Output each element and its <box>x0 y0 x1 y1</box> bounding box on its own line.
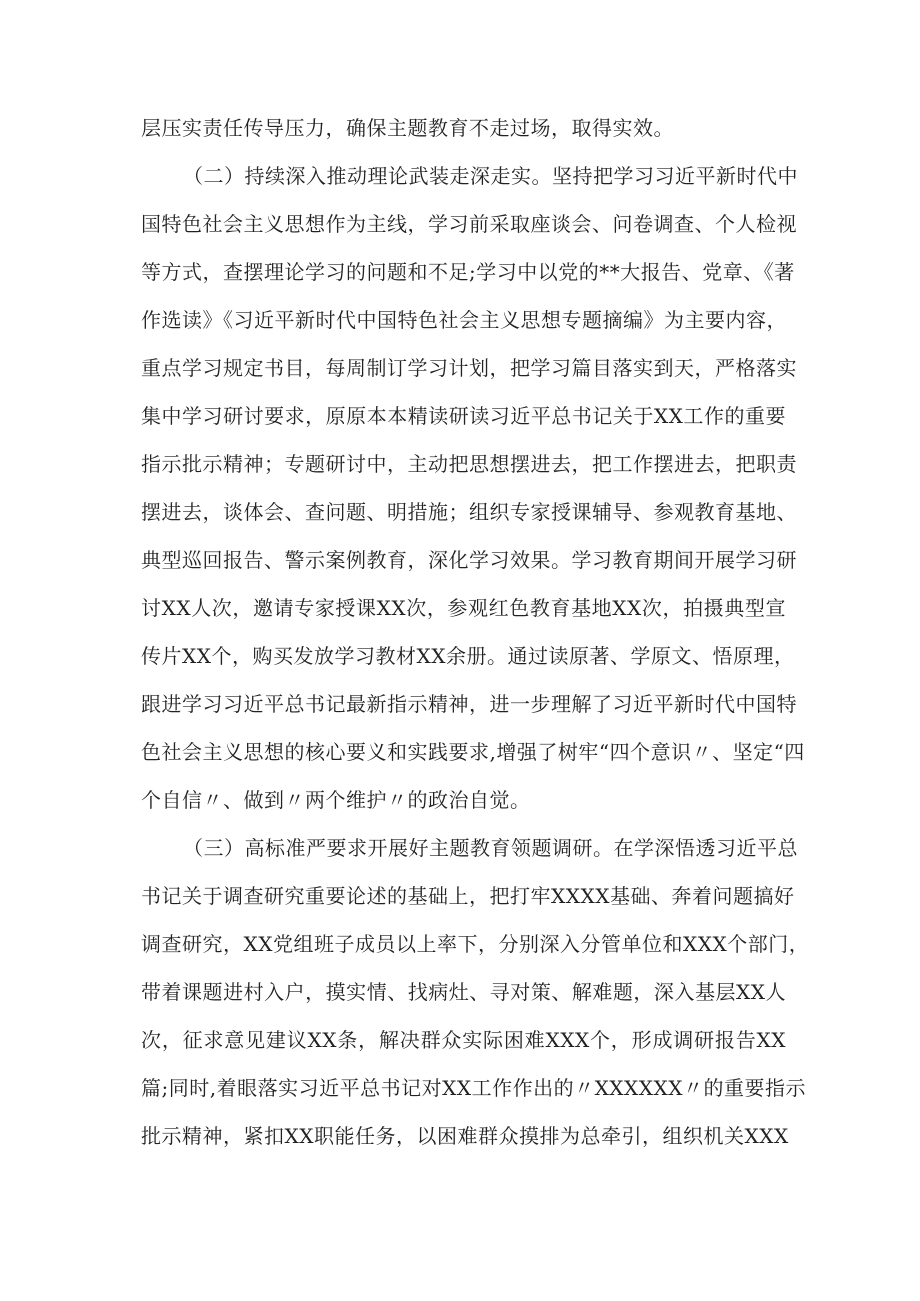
text-line: 讨XX人次，邀请专家授课XX次，参观红色教育基地XX次，拍摄典型宣 <box>141 596 786 620</box>
text-line: 摆进去，谈体会、查问题、明措施；组织专家授课辅导、参观教育基地、 <box>141 500 797 524</box>
text-line: 集中学习研讨要求，原原本本精读研读习近平总书记关于XX工作的重要 <box>141 404 786 428</box>
text-line: 次，征求意见建议XX条，解决群众实际困难XXX个，形成调研报告XX <box>141 1028 786 1052</box>
text-line: 跟进学习习近平总书记最新指示精神，进一步理解了习近平新时代中国特 <box>141 692 797 716</box>
text-line: 带着课题进村入户，摸实情、找病灶、寻对策、解难题，深入基层XX人 <box>141 980 786 1004</box>
text-line: 批示精神，紧扣XX职能任务，以困难群众摸排为总牵引，组织机关XXX <box>141 1124 789 1148</box>
text-line: 个自信〃、做到〃两个维护〃的政治自觉。 <box>141 788 531 812</box>
text-line: 书记关于调查研究重要论述的基础上，把打牢XXXX基础、奔着问题搞好 <box>141 884 795 908</box>
paragraph-heading-line: （三）高标准严要求开展好主题教育领题调研。在学深悟透习近平总 <box>183 836 798 860</box>
text-line: 国特色社会主义思想作为主线，学习前采取座谈会、问卷调查、个人检视 <box>141 212 797 236</box>
text-line: 色社会主义思想的核心要义和实践要求,增强了树牢“四个意识〃、坚定“四 <box>141 740 805 764</box>
text-line: 指示批示精神；专题研讨中，主动把思想摆进去，把工作摆进去，把职责 <box>141 452 797 476</box>
text-line: 调查研究，XX党组班子成员以上率下，分别深入分管单位和XXX个部门， <box>141 932 810 956</box>
text-line: 重点学习规定书目，每周制订学习计划，把学习篇目落实到天，严格落实 <box>141 356 797 380</box>
text-line: 作选读》《习近平新时代中国特色社会主义思想专题摘编》为主要内容， <box>141 308 787 332</box>
paragraph-heading-line: （二）持续深入推动理论武装走深走实。坚持把学习习近平新时代中 <box>183 164 798 188</box>
text-line: 层压实责任传导压力，确保主题教育不走过场，取得实效。 <box>141 116 674 140</box>
text-line: 传片XX个，购买发放学习教材XX余册。通过读原著、学原文、悟原理， <box>141 644 795 668</box>
text-line: 篇;同时,着眼落实习近平总书记对XX工作作出的〃XXXXXX〃的重要指示 <box>141 1076 807 1100</box>
text-line: 典型巡回报告、警示案例教育，深化学习效果。学习教育期间开展学习研 <box>141 548 797 572</box>
text-line: 等方式，查摆理论学习的问题和不足;学习中以党的**大报告、党章、《著 <box>141 260 795 284</box>
